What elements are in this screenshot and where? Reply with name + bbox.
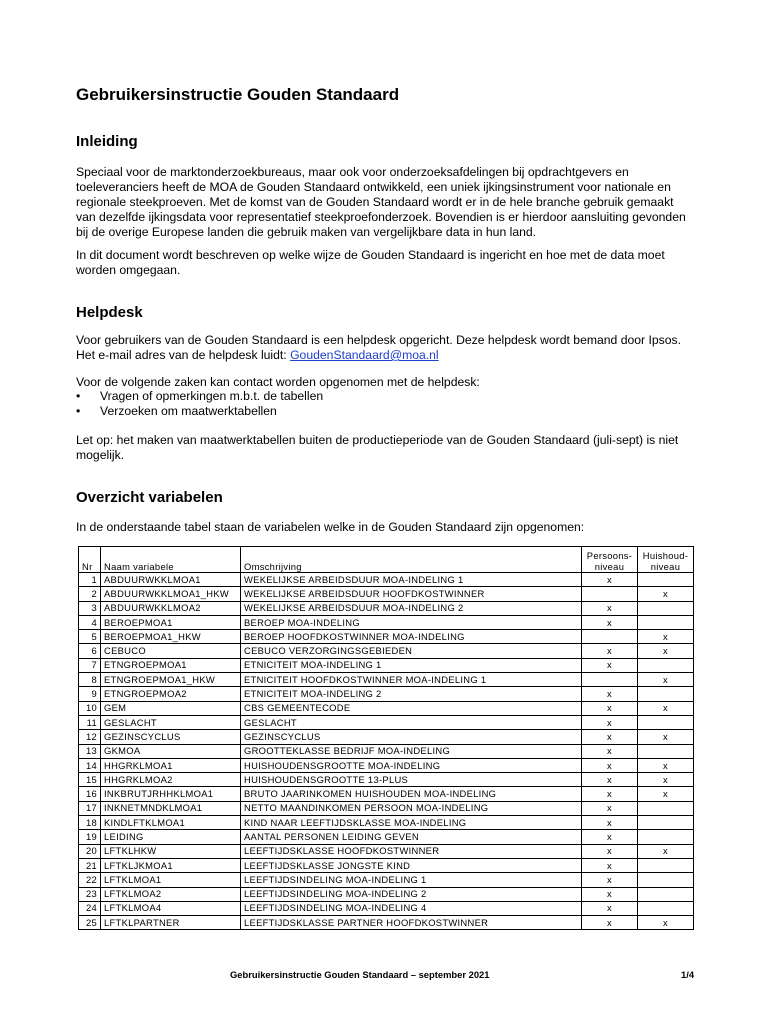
- cell-naam-variabele: LFTKLMOA4: [101, 901, 241, 915]
- cell-omschrijving: ETNICITEIT MOA-INDELING 2: [241, 687, 582, 701]
- cell-nr: 13: [79, 744, 101, 758]
- cell-huishoudniveau: [638, 887, 694, 901]
- cell-persoonsniveau: x: [582, 858, 638, 872]
- cell-nr: 12: [79, 730, 101, 744]
- table-row: [79, 787, 694, 801]
- cell-nr: 20: [79, 844, 101, 858]
- variables-table-body: [79, 573, 694, 930]
- cell-persoonsniveau: [582, 673, 638, 687]
- table-row: [79, 601, 694, 615]
- cell-omschrijving: BRUTO JAARINKOMEN HUISHOUDEN MOA-INDELING: [241, 787, 582, 801]
- table-row: [79, 658, 694, 672]
- cell-naam-variabele: GKMOA: [101, 744, 241, 758]
- cell-omschrijving: LEEFTIJDSKLASSE JONGSTE KIND: [241, 858, 582, 872]
- page-footer: Gebruikersinstructie Gouden Standaard – september 2021: [230, 969, 490, 980]
- table-row: [79, 801, 694, 815]
- table-row: [79, 844, 694, 858]
- cell-nr: 21: [79, 858, 101, 872]
- table-row: [79, 830, 694, 844]
- cell-omschrijving: GESLACHT: [241, 715, 582, 729]
- cell-huishoudniveau: x: [638, 630, 694, 644]
- cell-persoonsniveau: x: [582, 573, 638, 587]
- cell-persoonsniveau: x: [582, 687, 638, 701]
- cell-omschrijving: WEKELIJKSE ARBEIDSDUUR MOA-INDELING 2: [241, 601, 582, 615]
- cell-naam-variabele: ETNGROEPMOA1_HKW: [101, 673, 241, 687]
- cell-nr: 1: [79, 573, 101, 587]
- cell-persoonsniveau: x: [582, 916, 638, 930]
- helpdesk-paragraph-2: Voor de volgende zaken kan contact worden opgenomen met de helpdesk:: [76, 375, 480, 389]
- cell-persoonsniveau: x: [582, 701, 638, 715]
- cell-nr: 17: [79, 801, 101, 815]
- cell-huishoudniveau: x: [638, 587, 694, 601]
- table-row: [79, 816, 694, 830]
- cell-persoonsniveau: [582, 587, 638, 601]
- table-row: [79, 887, 694, 901]
- table-row: [79, 630, 694, 644]
- cell-omschrijving: ETNICITEIT MOA-INDELING 1: [241, 658, 582, 672]
- cell-naam-variabele: CEBUCO: [101, 644, 241, 658]
- cell-naam-variabele: ABDUURWKKLMOA1_HKW: [101, 587, 241, 601]
- table-row: [79, 687, 694, 701]
- cell-omschrijving: LEEFTIJDSINDELING MOA-INDELING 1: [241, 873, 582, 887]
- cell-persoonsniveau: x: [582, 644, 638, 658]
- cell-persoonsniveau: x: [582, 615, 638, 629]
- cell-naam-variabele: LFTKLMOA1: [101, 873, 241, 887]
- cell-omschrijving: NETTO MAANDINKOMEN PERSOON MOA-INDELING: [241, 801, 582, 815]
- table-row: [79, 858, 694, 872]
- table-row: [79, 916, 694, 930]
- cell-persoonsniveau: x: [582, 758, 638, 772]
- cell-persoonsniveau: x: [582, 801, 638, 815]
- cell-omschrijving: LEEFTIJDSKLASSE HOOFDKOSTWINNER: [241, 844, 582, 858]
- table-row: [79, 701, 694, 715]
- cell-omschrijving: HUISHOUDENSGROOTTE MOA-INDELING: [241, 758, 582, 772]
- cell-huishoudniveau: x: [638, 644, 694, 658]
- cell-omschrijving: CEBUCO VERZORGINGSGEBIEDEN: [241, 644, 582, 658]
- cell-omschrijving: BEROEP MOA-INDELING: [241, 615, 582, 629]
- cell-omschrijving: WEKELIJKSE ARBEIDSDUUR MOA-INDELING 1: [241, 573, 582, 587]
- helpdesk-bullet-list: [76, 389, 323, 419]
- cell-nr: 9: [79, 687, 101, 701]
- cell-huishoudniveau: x: [638, 844, 694, 858]
- cell-huishoudniveau: x: [638, 730, 694, 744]
- col-header-nr: Nr: [79, 547, 101, 573]
- cell-naam-variabele: GEM: [101, 701, 241, 715]
- cell-huishoudniveau: [638, 687, 694, 701]
- cell-omschrijving: ETNICITEIT HOOFDKOSTWINNER MOA-INDELING 1: [241, 673, 582, 687]
- cell-naam-variabele: LFTKLMOA2: [101, 887, 241, 901]
- cell-nr: 5: [79, 630, 101, 644]
- cell-naam-variabele: LFTKLJKMOA1: [101, 858, 241, 872]
- cell-persoonsniveau: x: [582, 773, 638, 787]
- cell-nr: 16: [79, 787, 101, 801]
- cell-naam-variabele: LFTKLHKW: [101, 844, 241, 858]
- helpdesk-text: Voor gebruikers van de Gouden Standaard is een helpdesk opgericht. Deze helpdesk wordt bemand door Ipsos. Het e-mail adres van de helpdesk luidt:: [76, 333, 682, 362]
- cell-naam-variabele: ABDUURWKKLMOA1: [101, 573, 241, 587]
- cell-omschrijving: LEEFTIJDSKLASSE PARTNER HOOFDKOSTWINNER: [241, 916, 582, 930]
- cell-naam-variabele: INKBRUTJRHHKLMOA1: [101, 787, 241, 801]
- cell-nr: 15: [79, 773, 101, 787]
- helpdesk-paragraph-3: Let op: het maken van maatwerktabellen buiten de productieperiode van de Gouden Standaard (juli-sept) is niet mogelijk.: [76, 433, 679, 462]
- cell-nr: 4: [79, 615, 101, 629]
- table-row: [79, 873, 694, 887]
- cell-omschrijving: KIND NAAR LEEFTIJDSKLASSE MOA-INDELING: [241, 816, 582, 830]
- cell-huishoudniveau: [638, 658, 694, 672]
- table-row: [79, 673, 694, 687]
- cell-naam-variabele: INKNETMNDKLMOA1: [101, 801, 241, 815]
- helpdesk-paragraph-1: [76, 333, 696, 363]
- cell-persoonsniveau: x: [582, 744, 638, 758]
- cell-huishoudniveau: x: [638, 916, 694, 930]
- section-heading-helpdesk: Helpdesk: [76, 304, 143, 321]
- cell-nr: 23: [79, 887, 101, 901]
- cell-nr: 24: [79, 901, 101, 915]
- cell-huishoudniveau: x: [638, 758, 694, 772]
- section-heading-overzicht: Overzicht variabelen: [76, 489, 223, 506]
- table-row: [79, 587, 694, 601]
- inleiding-paragraph-2: In dit document wordt beschreven op welke wijze de Gouden Standaard is ingericht en hoe met de data moet worden omgegaan.: [76, 248, 665, 277]
- cell-persoonsniveau: [582, 630, 638, 644]
- cell-nr: 18: [79, 816, 101, 830]
- cell-naam-variabele: LEIDING: [101, 830, 241, 844]
- cell-huishoudniveau: [638, 858, 694, 872]
- cell-huishoudniveau: x: [638, 701, 694, 715]
- table-row: [79, 644, 694, 658]
- cell-huishoudniveau: [638, 830, 694, 844]
- table-row: [79, 715, 694, 729]
- cell-nr: 7: [79, 658, 101, 672]
- table-row: [79, 773, 694, 787]
- table-row: [79, 744, 694, 758]
- cell-nr: 2: [79, 587, 101, 601]
- cell-huishoudniveau: [638, 615, 694, 629]
- overzicht-intro: In de onderstaande tabel staan de variabelen welke in de Gouden Standaard zijn opgenomen:: [76, 520, 585, 534]
- cell-huishoudniveau: [638, 816, 694, 830]
- page-number: 1/4: [681, 969, 695, 980]
- table-header-row: [79, 547, 694, 573]
- cell-omschrijving: WEKELIJKSE ARBEIDSDUUR HOOFDKOSTWINNER: [241, 587, 582, 601]
- cell-persoonsniveau: x: [582, 730, 638, 744]
- cell-nr: 22: [79, 873, 101, 887]
- cell-huishoudniveau: [638, 744, 694, 758]
- cell-persoonsniveau: x: [582, 715, 638, 729]
- cell-naam-variabele: ETNGROEPMOA1: [101, 658, 241, 672]
- cell-omschrijving: BEROEP HOOFDKOSTWINNER MOA-INDELING: [241, 630, 582, 644]
- col-header-persoonsniveau: Persoons-niveau: [582, 547, 638, 573]
- document-title: Gebruikersinstructie Gouden Standaard: [76, 85, 400, 104]
- cell-persoonsniveau: x: [582, 887, 638, 901]
- col-header-huishoudniveau: Huishoud-niveau: [638, 547, 694, 573]
- cell-huishoudniveau: [638, 601, 694, 615]
- cell-persoonsniveau: x: [582, 816, 638, 830]
- cell-nr: 6: [79, 644, 101, 658]
- cell-naam-variabele: ETNGROEPMOA2: [101, 687, 241, 701]
- cell-naam-variabele: GESLACHT: [101, 715, 241, 729]
- cell-nr: 10: [79, 701, 101, 715]
- cell-omschrijving: GROOTTEKLASSE BEDRIJF MOA-INDELING: [241, 744, 582, 758]
- cell-huishoudniveau: x: [638, 773, 694, 787]
- table-row: [79, 901, 694, 915]
- cell-naam-variabele: LFTKLPARTNER: [101, 916, 241, 930]
- inleiding-paragraph-1: Speciaal voor de marktonderzoekbureaus, maar ook voor onderzoeksafdelingen bij opdrachtgevers en toeleveranciers heeft de MOA de Gouden Standaard ontwikkeld, een uniek ijkingsinstrument voor nationale en regionale steekproeven. Met de komst van de Gouden Standaard wordt er in de hele branche gebruik gemaakt van dezelfde ijkingsdata voor representatief steekproefonderzoek. Bovendien is er hierdoor aansluiting gevonden bij de overige Europese landen die gebruik maken van vergelijkbare data in hun land.: [76, 165, 686, 239]
- cell-omschrijving: LEEFTIJDSINDELING MOA-INDELING 4: [241, 901, 582, 915]
- cell-nr: 11: [79, 715, 101, 729]
- cell-huishoudniveau: [638, 801, 694, 815]
- cell-omschrijving: CBS GEMEENTECODE: [241, 701, 582, 715]
- cell-nr: 3: [79, 601, 101, 615]
- cell-huishoudniveau: [638, 901, 694, 915]
- bullet-item: • Verzoeken om maatwerktabellen: [76, 404, 323, 419]
- cell-naam-variabele: HHGRKLMOA2: [101, 773, 241, 787]
- table-row: [79, 730, 694, 744]
- cell-naam-variabele: KINDLFTKLMOA1: [101, 816, 241, 830]
- cell-naam-variabele: HHGRKLMOA1: [101, 758, 241, 772]
- cell-nr: 25: [79, 916, 101, 930]
- cell-persoonsniveau: x: [582, 830, 638, 844]
- cell-persoonsniveau: x: [582, 787, 638, 801]
- cell-nr: 19: [79, 830, 101, 844]
- cell-huishoudniveau: [638, 573, 694, 587]
- col-header-omschrijving: Omschrijving: [241, 547, 582, 573]
- cell-naam-variabele: GEZINSCYCLUS: [101, 730, 241, 744]
- cell-naam-variabele: BEROEPMOA1: [101, 615, 241, 629]
- cell-persoonsniveau: x: [582, 901, 638, 915]
- bullet-item: • Vragen of opmerkingen m.b.t. de tabellen: [76, 389, 323, 404]
- cell-omschrijving: GEZINSCYCLUS: [241, 730, 582, 744]
- cell-huishoudniveau: [638, 873, 694, 887]
- cell-omschrijving: HUISHOUDENSGROOTTE 13-PLUS: [241, 773, 582, 787]
- section-heading-inleiding: Inleiding: [76, 133, 138, 150]
- cell-huishoudniveau: x: [638, 787, 694, 801]
- cell-huishoudniveau: x: [638, 673, 694, 687]
- cell-nr: 8: [79, 673, 101, 687]
- helpdesk-email-link[interactable]: GoudenStandaard@moa.nl: [290, 348, 439, 362]
- cell-omschrijving: LEEFTIJDSINDELING MOA-INDELING 2: [241, 887, 582, 901]
- cell-nr: 14: [79, 758, 101, 772]
- cell-omschrijving: AANTAL PERSONEN LEIDING GEVEN: [241, 830, 582, 844]
- cell-persoonsniveau: x: [582, 601, 638, 615]
- cell-persoonsniveau: x: [582, 658, 638, 672]
- variables-table: [78, 546, 694, 930]
- cell-huishoudniveau: [638, 715, 694, 729]
- table-row: [79, 615, 694, 629]
- cell-naam-variabele: ABDUURWKKLMOA2: [101, 601, 241, 615]
- cell-persoonsniveau: x: [582, 844, 638, 858]
- cell-naam-variabele: BEROEPMOA1_HKW: [101, 630, 241, 644]
- col-header-naam: Naam variabele: [101, 547, 241, 573]
- table-row: [79, 758, 694, 772]
- table-row: [79, 573, 694, 587]
- cell-persoonsniveau: x: [582, 873, 638, 887]
